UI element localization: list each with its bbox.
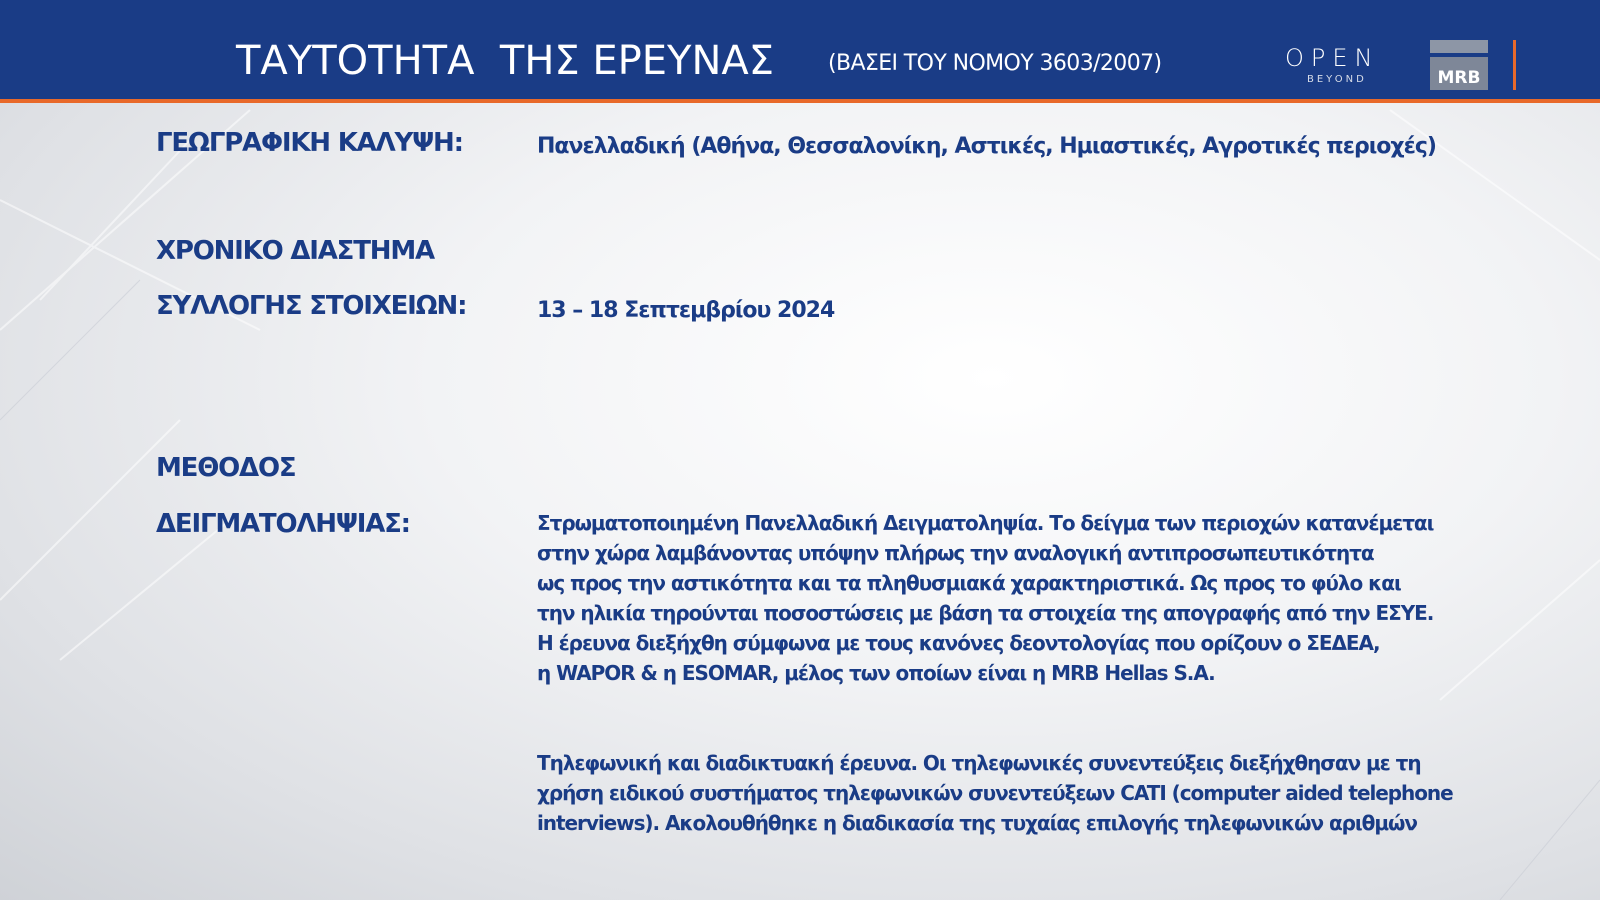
geo-coverage-value: Πανελλαδική (Αθήνα, Θεσσαλονίκη, Αστικές, Ημιαστικές, Αγροτικές περιοχές)	[537, 134, 1436, 159]
method-line: ως προς την αστικότητα και τα πληθυσμιακά χαρακτηριστικά. Ως προς το φύλο και	[537, 571, 1401, 595]
sampling-method-description	[537, 508, 1433, 688]
page-title: ΤΑΥΤΟΤΗΤΑ ΤΗΣ ΕΡΕΥΝΑΣ	[236, 38, 775, 84]
page-subtitle: (ΒΑΣΕΙ ΤΟΥ ΝΟΜΟΥ 3603/2007)	[828, 51, 1162, 76]
survey-line: interviews). Ακολουθήθηκε η διαδικασία της τυχαίας επιλογής τηλεφωνικών αριθμών	[537, 811, 1417, 835]
geo-coverage-label: ΓΕΩΓΡΑΦΙΚΗ ΚΑΛΥΨΗ:	[156, 128, 463, 158]
method-line: Στρωματοποιημένη Πανελλαδική Δειγματοληψία. Το δείγμα των περιοχών κατανέμεται	[537, 511, 1434, 535]
header-divider	[1513, 40, 1516, 90]
sampling-method-label-line1: ΜΕΘΟΔΟΣ	[156, 453, 296, 483]
survey-line: Τηλεφωνική και διαδικτυακή έρευνα. Οι τηλεφωνικές συνεντεύξεις διεξήχθησαν με τη	[537, 751, 1421, 775]
survey-method-description	[537, 748, 1453, 838]
sampling-method-label-line2: ΔΕΙΓΜΑΤΟΛΗΨΙΑΣ:	[156, 509, 410, 539]
collection-period-label-line2: ΣΥΛΛΟΓΗΣ ΣΤΟΙΧΕΙΩΝ:	[156, 291, 467, 321]
collection-period-value: 13 – 18 Σεπτεμβρίου 2024	[537, 298, 835, 323]
method-line: στην χώρα λαμβάνοντας υπόψην πλήρως την αναλογική αντιπροσωπευτικότητα	[537, 541, 1374, 565]
survey-line: χρήση ειδικού συστήματος τηλεφωνικών συνεντεύξεων CATI (computer aided telephone	[537, 781, 1453, 805]
mrb-logo-text: MRB	[1437, 68, 1481, 88]
open-beyond-logo	[1285, 44, 1400, 90]
collection-period-label-line1: ΧΡΟΝΙΚΟ ΔΙΑΣΤΗΜΑ	[156, 236, 434, 266]
method-line: την ηλικία τηρούνται ποσοστώσεις με βάση τα στοιχεία της απογραφής από την ΕΣΥΕ.	[537, 601, 1434, 625]
method-line: Η έρευνα διεξήχθη σύμφωνα με τους κανόνες δεοντολογίας που ορίζουν ο ΣΕΔΕΑ,	[537, 631, 1380, 655]
mrb-logo	[1430, 40, 1488, 90]
open-logo-tagline: BEYOND	[1307, 74, 1367, 85]
open-logo-text: OPEN	[1285, 44, 1380, 72]
method-line: η WAPOR & η ESOMAR, μέλος των οποίων είναι η MRB Hellas S.A.	[537, 661, 1215, 685]
header-bar	[0, 0, 1600, 103]
